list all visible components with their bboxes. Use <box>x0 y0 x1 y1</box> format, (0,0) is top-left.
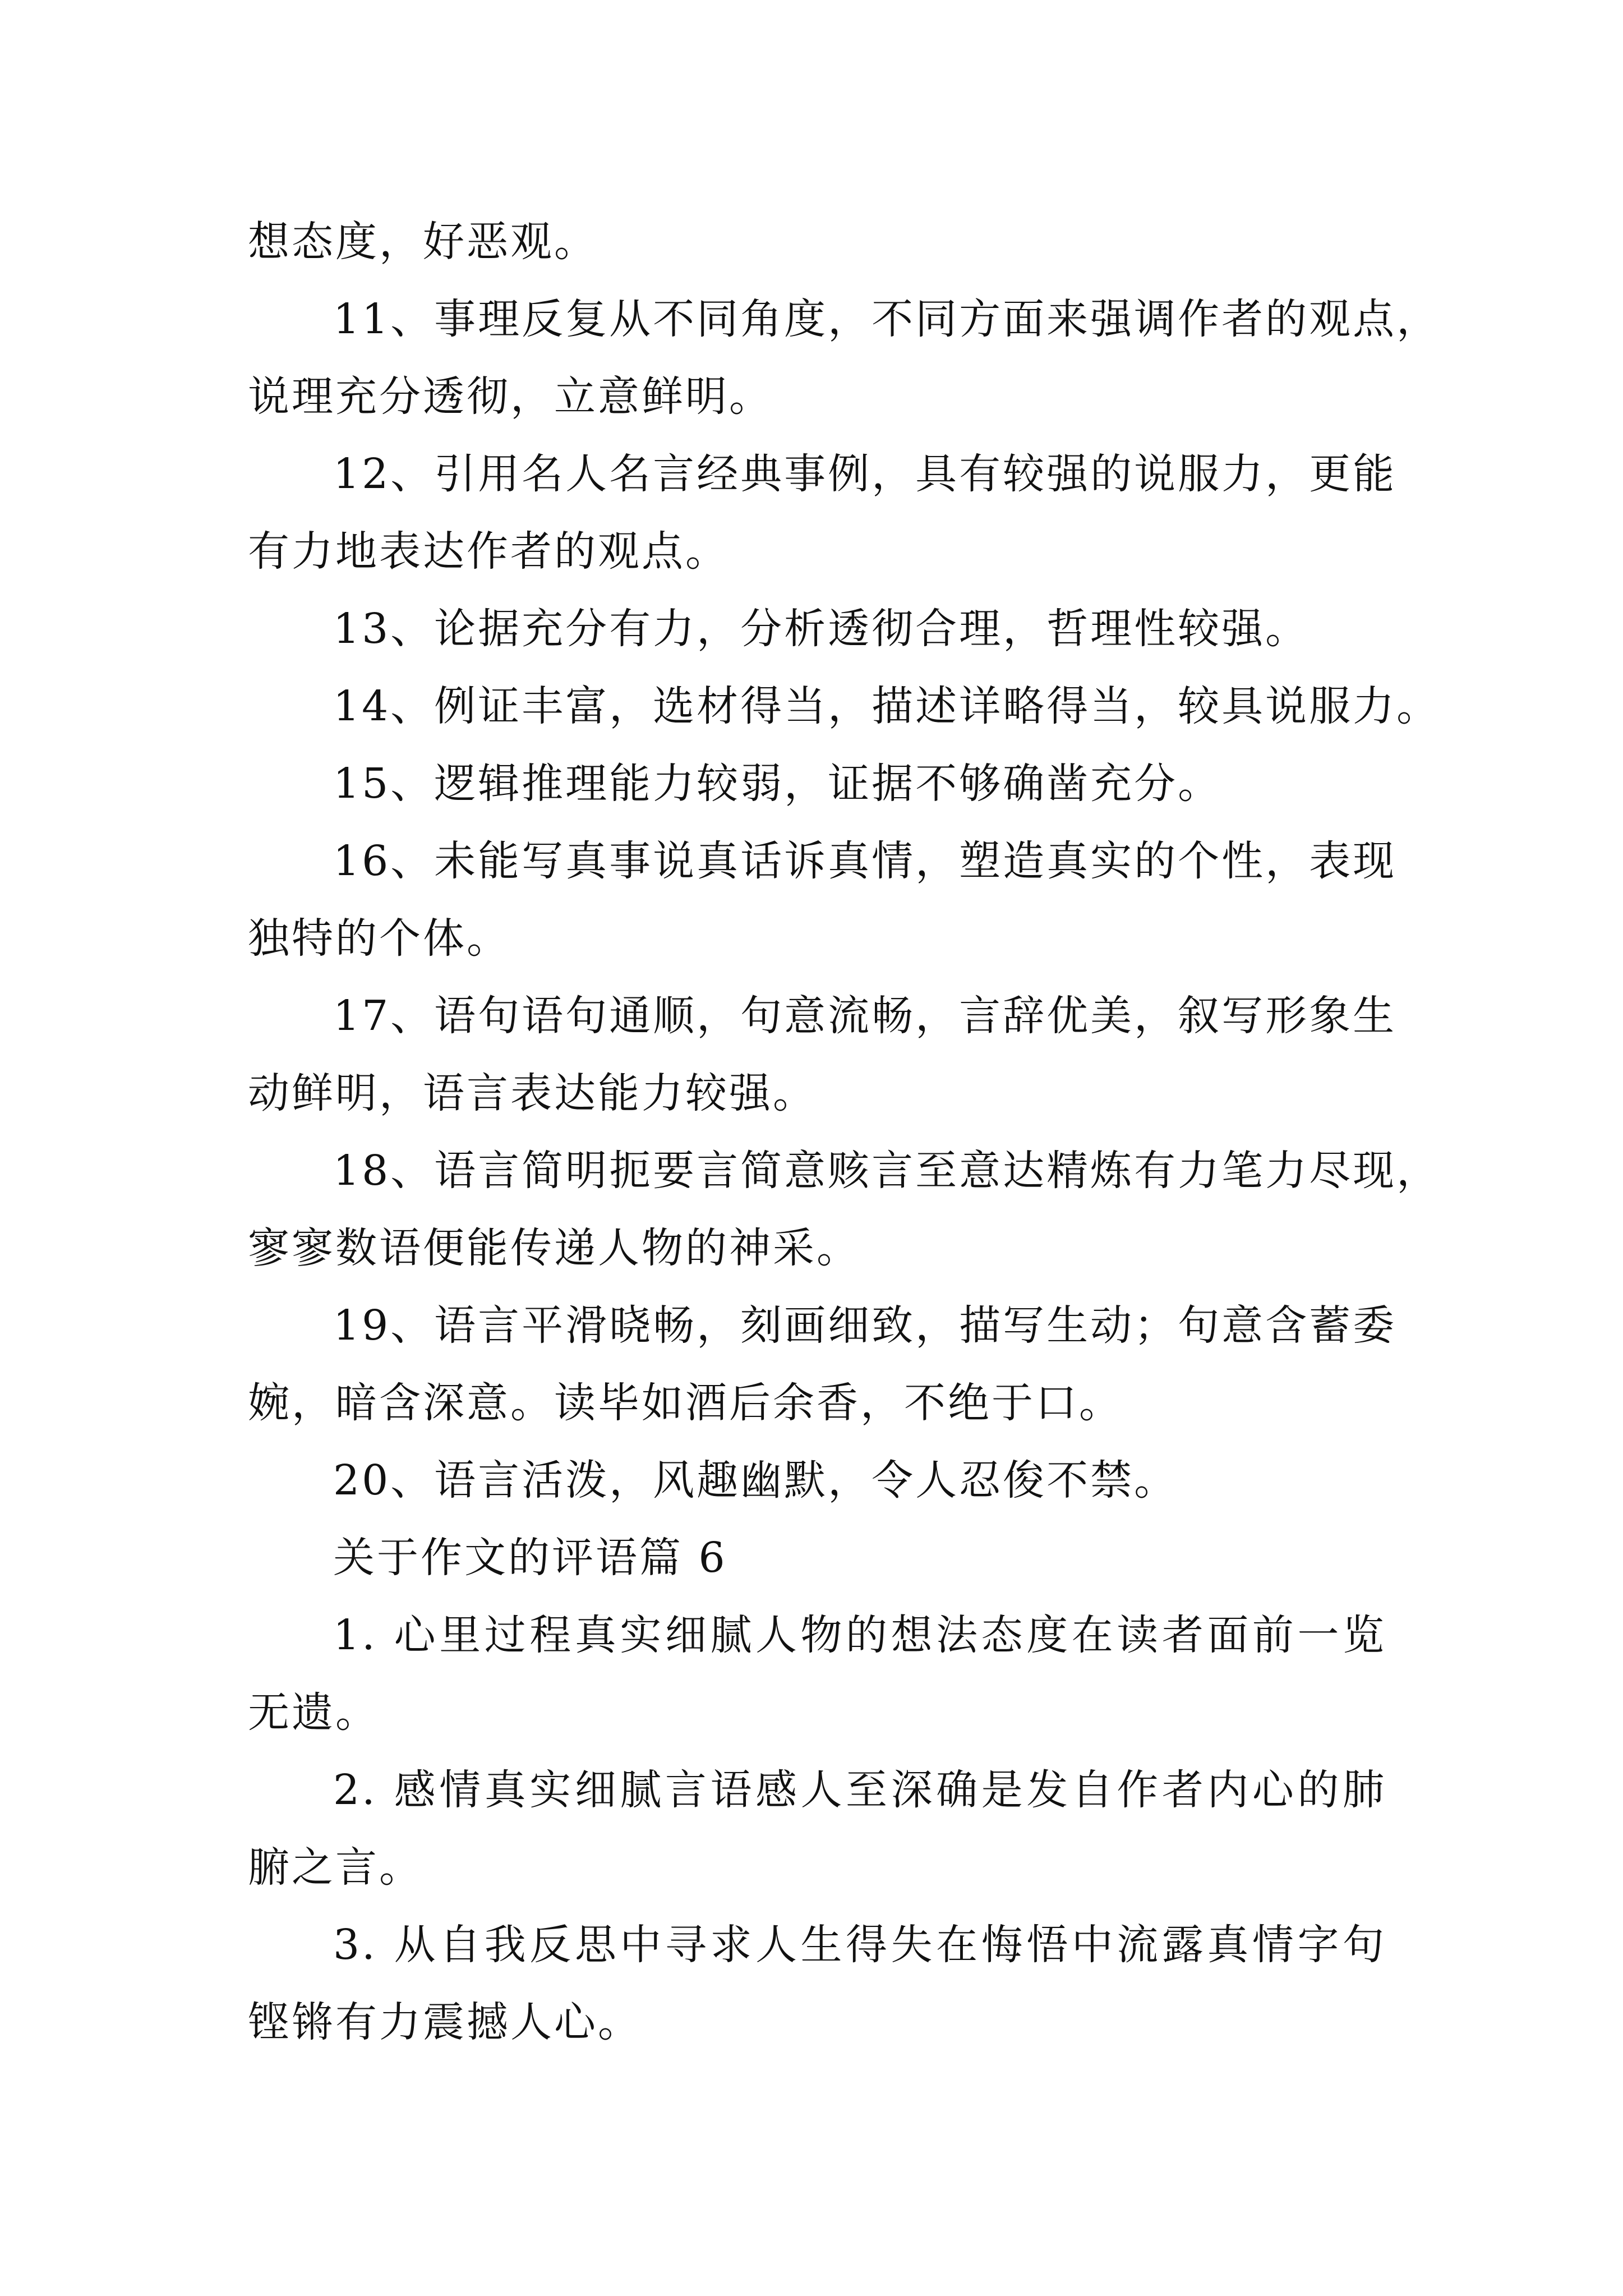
text-line: 19、语言平滑晓畅，刻画细致，描写生动；句意含蓄委 <box>333 1301 1397 1350</box>
text-line: 铿锵有力震撼人心。 <box>248 1998 642 2046</box>
text-line: 独特的个体。 <box>248 914 510 963</box>
text-line: 17、语句语句通顺，句意流畅，言辞优美，叙写形象生 <box>333 992 1397 1040</box>
text-line: 12、引用名人名言经典事例，具有较强的说服力，更能 <box>333 450 1397 498</box>
section-heading: 关于作文的评语篇 6 <box>333 1534 727 1582</box>
text-line: 14、例证丰富，选材得当，描述详略得当，较具说服力。 <box>333 682 1441 730</box>
text-line: 20、语言活泼，风趣幽默，令人忍俊不禁。 <box>333 1456 1178 1504</box>
text-line: 想态度，好恶观。 <box>248 218 598 266</box>
text-line: 说理充分透彻，立意鲜明。 <box>248 372 773 421</box>
document-body <box>248 203 1441 2061</box>
text-line: 13、论据充分有力，分析透彻合理，哲理性较强。 <box>333 605 1310 653</box>
text-line: 腑之言。 <box>248 1843 423 1892</box>
text-line: 有力地表达作者的观点。 <box>248 527 729 576</box>
text-line: 11、事理反复从不同角度，不同方面来强调作者的观点， <box>333 295 1441 343</box>
text-line: 15、逻辑推理能力较弱，证据不够确凿充分。 <box>333 760 1222 808</box>
text-line: 动鲜明，语言表达能力较强。 <box>248 1069 817 1117</box>
text-line: 1. 心里过程真实细腻人物的想法态度在读者面前一览 <box>333 1611 1386 1659</box>
text-line: 寥寥数语便能传递人物的神采。 <box>248 1224 860 1272</box>
text-line: 16、未能写真事说真话诉真情，塑造真实的个性，表现 <box>333 837 1397 885</box>
text-line: 2. 感情真实细腻言语感人至深确是发自作者内心的肺 <box>333 1766 1386 1814</box>
text-line: 无遗。 <box>248 1688 379 1737</box>
text-line: 婉，暗含深意。读毕如酒后余香，不绝于口。 <box>248 1379 1123 1427</box>
text-line: 18、语言简明扼要言简意赅言至意达精炼有力笔力尽现， <box>333 1147 1441 1195</box>
text-line: 3. 从自我反思中寻求人生得失在悔悟中流露真情字句 <box>333 1921 1386 1969</box>
